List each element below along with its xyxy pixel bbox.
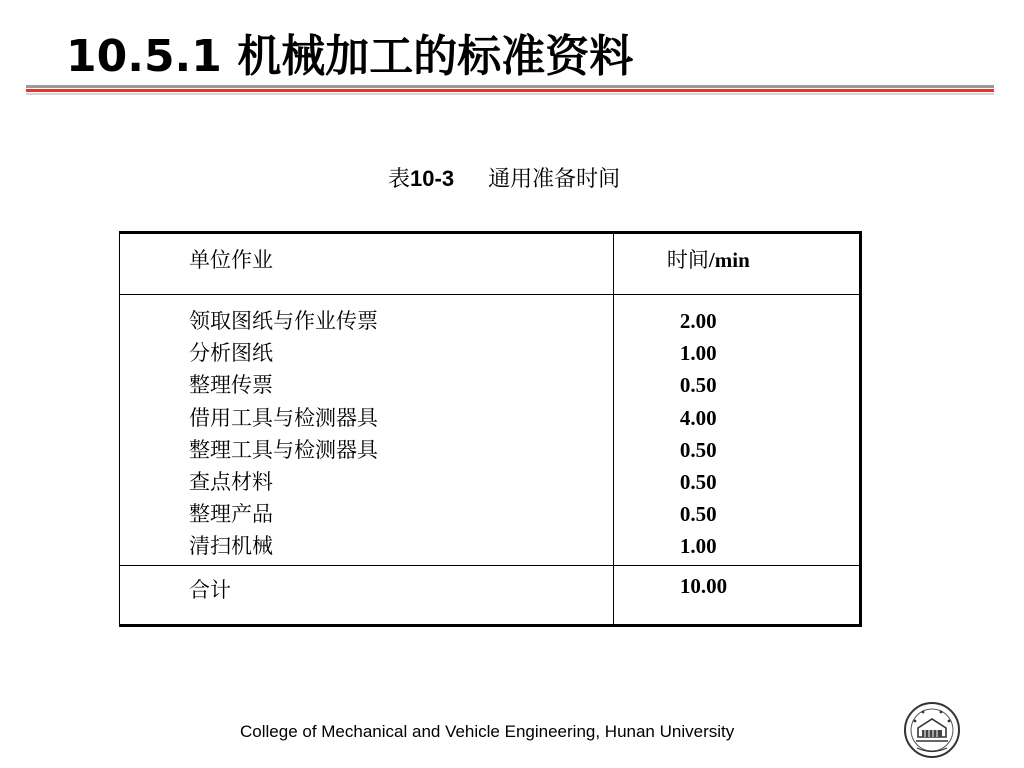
- table-total-row: [120, 566, 861, 626]
- time-value: 0.50: [679, 502, 717, 527]
- total-label: 合计: [120, 566, 614, 626]
- time-list: [614, 295, 859, 563]
- header-time-unit: /min: [708, 248, 750, 272]
- title-divider-grey: [26, 85, 994, 88]
- time-value: 0.50: [679, 437, 717, 462]
- header-time-label: 时间: [666, 248, 709, 272]
- caption-prefix: 表: [388, 167, 411, 192]
- time-value: 4.00: [679, 405, 717, 430]
- slide-title: 10.5.1 机械加工的标准资料: [66, 31, 634, 82]
- task-item: 整理传票: [189, 373, 273, 398]
- time-cell: [613, 295, 860, 566]
- task-item: 借用工具与检测器具: [189, 405, 378, 430]
- footer-text: College of Mechanical and Vehicle Engineering, Hunan University: [240, 722, 735, 741]
- caption-title: 通用准备时间: [488, 167, 621, 192]
- title-divider-shadow: [26, 93, 994, 95]
- time-value: 2.00: [679, 309, 717, 333]
- task-list: [120, 295, 613, 563]
- header-work: 单位作业: [120, 233, 614, 295]
- header-time: [613, 233, 860, 295]
- task-item: 查点材料: [189, 469, 273, 494]
- caption-number: 10-3: [410, 166, 455, 191]
- time-value: 0.50: [679, 373, 717, 398]
- table-caption: [388, 162, 620, 193]
- task-item: 清扫机械: [189, 534, 273, 559]
- task-item: 整理产品: [189, 502, 273, 527]
- time-value: 0.50: [679, 469, 717, 494]
- task-item: 分析图纸: [189, 341, 273, 366]
- table-header-row: [120, 233, 861, 295]
- prep-time-table: [119, 231, 862, 627]
- title-divider-red: [26, 89, 994, 92]
- task-item: 领取图纸与作业传票: [189, 309, 378, 333]
- task-item: 整理工具与检测器具: [189, 437, 378, 462]
- time-value: 1.00: [679, 534, 717, 559]
- table-body-row: [120, 295, 861, 566]
- university-seal-icon: [903, 701, 961, 759]
- task-cell: [120, 295, 614, 566]
- total-value: 10.00: [613, 566, 860, 626]
- time-value: 1.00: [679, 341, 717, 366]
